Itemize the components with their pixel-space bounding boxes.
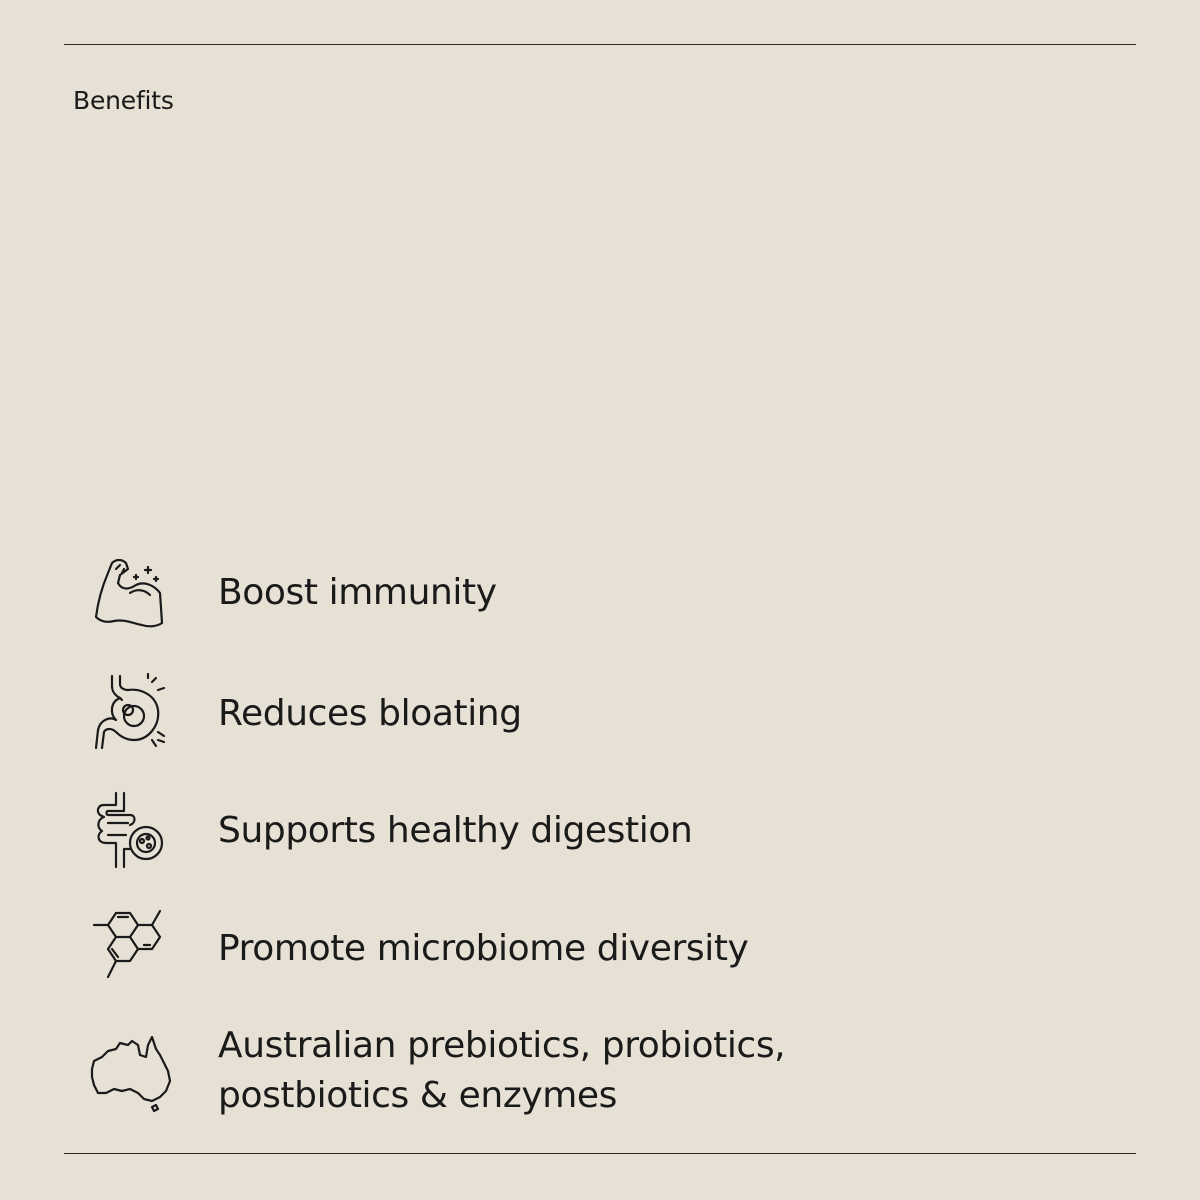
benefit-label: Australian prebiotics, probiotics, postbiotics & enzymes: [218, 1025, 786, 1116]
section-title: Benefits: [73, 86, 174, 115]
top-divider: [64, 44, 1136, 45]
benefit-label: Supports healthy digestion: [218, 810, 693, 851]
benefit-item-supports-digestion: [86, 787, 692, 875]
benefit-item-australian-ingredients: [86, 1021, 785, 1121]
benefit-item-boost-immunity: [86, 549, 497, 637]
benefit-item-reduces-bloating: [86, 670, 522, 758]
australia-map-icon: [86, 1027, 174, 1115]
bottom-divider: [64, 1153, 1136, 1154]
benefit-item-microbiome-diversity: [86, 905, 748, 993]
molecule-icon: [86, 905, 174, 993]
benefit-label: Reduces bloating: [218, 693, 522, 734]
benefit-label: Promote microbiome diversity: [218, 928, 749, 969]
flexed-arm-icon: [86, 549, 174, 637]
benefit-label: Boost immunity: [218, 572, 497, 613]
intestine-icon: [86, 787, 174, 875]
stomach-icon: [86, 670, 174, 758]
